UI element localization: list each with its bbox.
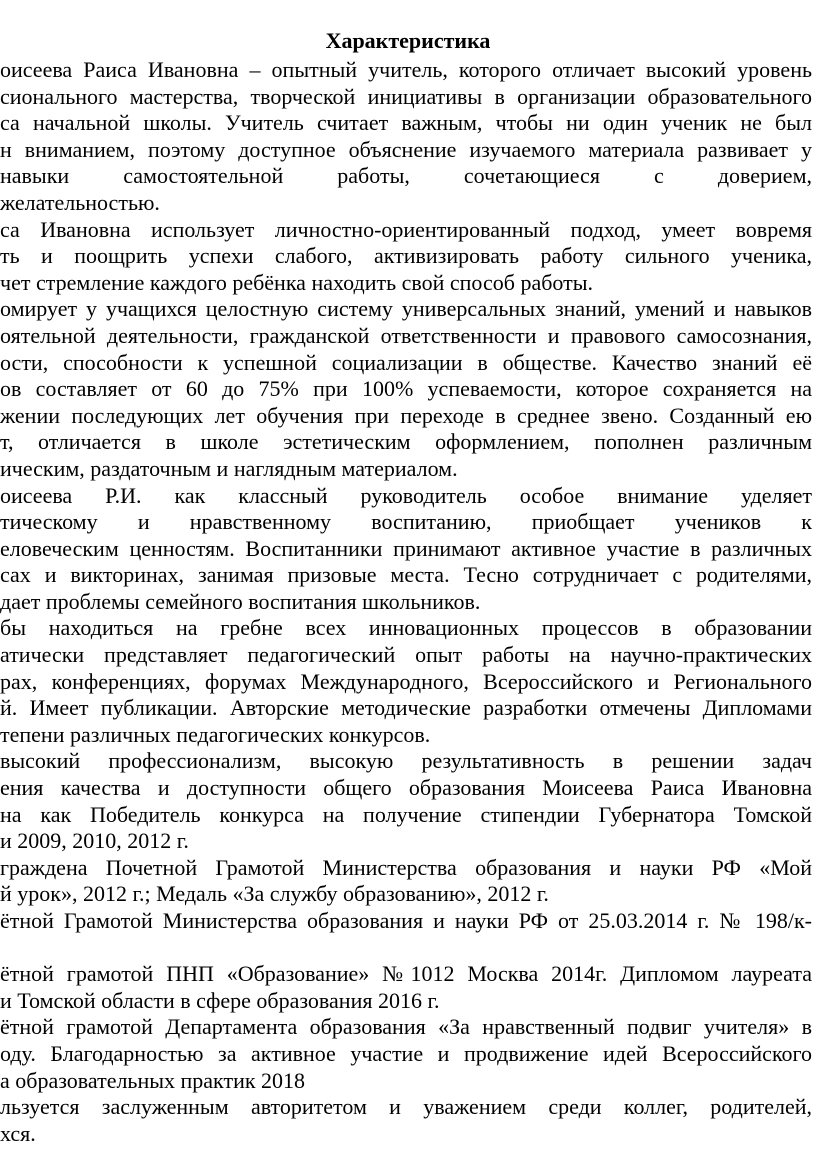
- text-line: ть и поощрить успехи слабого, активизировать работу сильного ученика,: [0, 243, 812, 269]
- document-body: [0, 57, 816, 1147]
- text-line: ов составляет от 60 до 75% при 100% успеваемости, которое сохраняется на: [0, 376, 812, 402]
- text-line: оятельной деятельности, гражданской ответственности и правового самосознания,: [0, 322, 812, 348]
- text-line: сионального мастерства, творческой инициативы в организации образовательного: [0, 83, 812, 109]
- text-line: навыки самостоятельной работы, сочетающиеся с доверием,: [0, 163, 812, 189]
- text-line: льзуется заслуженным авторитетом и уважением среди коллег, родителей,: [0, 1094, 812, 1120]
- text-line: ости, способности к успешной социализации в обществе. Качество знаний её: [0, 349, 812, 375]
- text-line: еловеческим ценностям. Воспитанники принимают активное участие в различных: [0, 535, 812, 561]
- text-line: ётной грамотой ПНП «Образование» №1012 Москва 2014г. Дипломом лауреата: [0, 961, 812, 987]
- blank-line: [0, 935, 816, 962]
- text-line: и 2009, 2010, 2012 г.: [0, 828, 189, 854]
- text-line: и Томской области в сфере образования 2016 г.: [0, 987, 440, 1013]
- text-line: оду. Благодарностью за активное участие и продвижение идей Всероссийского: [0, 1040, 812, 1066]
- text-line: оисеева Р.И. как классный руководитель особое внимание уделяет: [0, 482, 812, 508]
- text-line: й. Имеет публикации. Авторские методические разработки отмечены Дипломами: [0, 695, 812, 721]
- text-line: са начальной школы. Учитель считает важным, чтобы ни один ученик не был: [0, 110, 812, 136]
- text-line: оисеева Раиса Ивановна – опытный учитель, которого отличает высокий уровень: [0, 57, 812, 82]
- text-line: хся.: [0, 1120, 36, 1146]
- text-line: жении последующих лет обучения при переходе в среднее звено. Созданный ею: [0, 402, 812, 428]
- text-line: ётной Грамотой Министерства образования и науки РФ от 25.03.2014 г. № 198/к-: [0, 908, 812, 933]
- text-line: тепени различных педагогических конкурсов.: [0, 721, 431, 747]
- text-line: дает проблемы семейного воспитания школьников.: [0, 588, 481, 614]
- text-line: ическим, раздаточным и наглядным материалом.: [0, 455, 458, 481]
- text-line: н вниманием, поэтому доступное объяснение изучаемого материала развивает у: [0, 136, 812, 162]
- document-title: Характеристика: [325, 28, 491, 53]
- text-line: высокий профессионализм, высокую результативность в решении задач: [0, 748, 812, 774]
- text-line: рах, конференциях, форумах Международного, Всероссийского и Регионального: [0, 668, 812, 694]
- text-line: бы находиться на гребне всех инновационных процессов в образовании: [0, 615, 812, 641]
- text-line: сах и викторинах, занимая призовые места. Тесно сотрудничает с родителями,: [0, 562, 812, 588]
- text-line: атически представляет педагогический опыт работы на научно-практических: [0, 642, 812, 668]
- text-line: ения качества и доступности общего образования Моисеева Раиса Ивановна: [0, 775, 812, 801]
- text-line: граждена Почетной Грамотой Министерства образования и науки РФ «Мой: [0, 854, 812, 880]
- text-line: тическому и нравственному воспитанию, приобщает учеников к: [0, 509, 812, 535]
- text-line: са Ивановна использует личностно-ориентированный подход, умеет вовремя: [0, 216, 812, 242]
- text-line: омирует у учащихся целостную систему универсальных знаний, умений и навыков: [0, 296, 812, 322]
- text-line: а образовательных практик 2018: [0, 1067, 306, 1093]
- text-line: ётной грамотой Департамента образования «За нравственный подвиг учителя» в: [0, 1014, 812, 1040]
- text-line: й урок», 2012 г.; Медаль «За службу образованию», 2012 г.: [0, 881, 549, 907]
- text-line: т, отличается в школе эстетическим оформлением, пополнен различным: [0, 429, 812, 455]
- text-line: на как Победитель конкурса на получение стипендии Губернатора Томской: [0, 801, 812, 827]
- text-line: желательностью.: [0, 189, 160, 215]
- text-line: чет стремление каждого ребёнка находить свой способ работы.: [0, 269, 594, 295]
